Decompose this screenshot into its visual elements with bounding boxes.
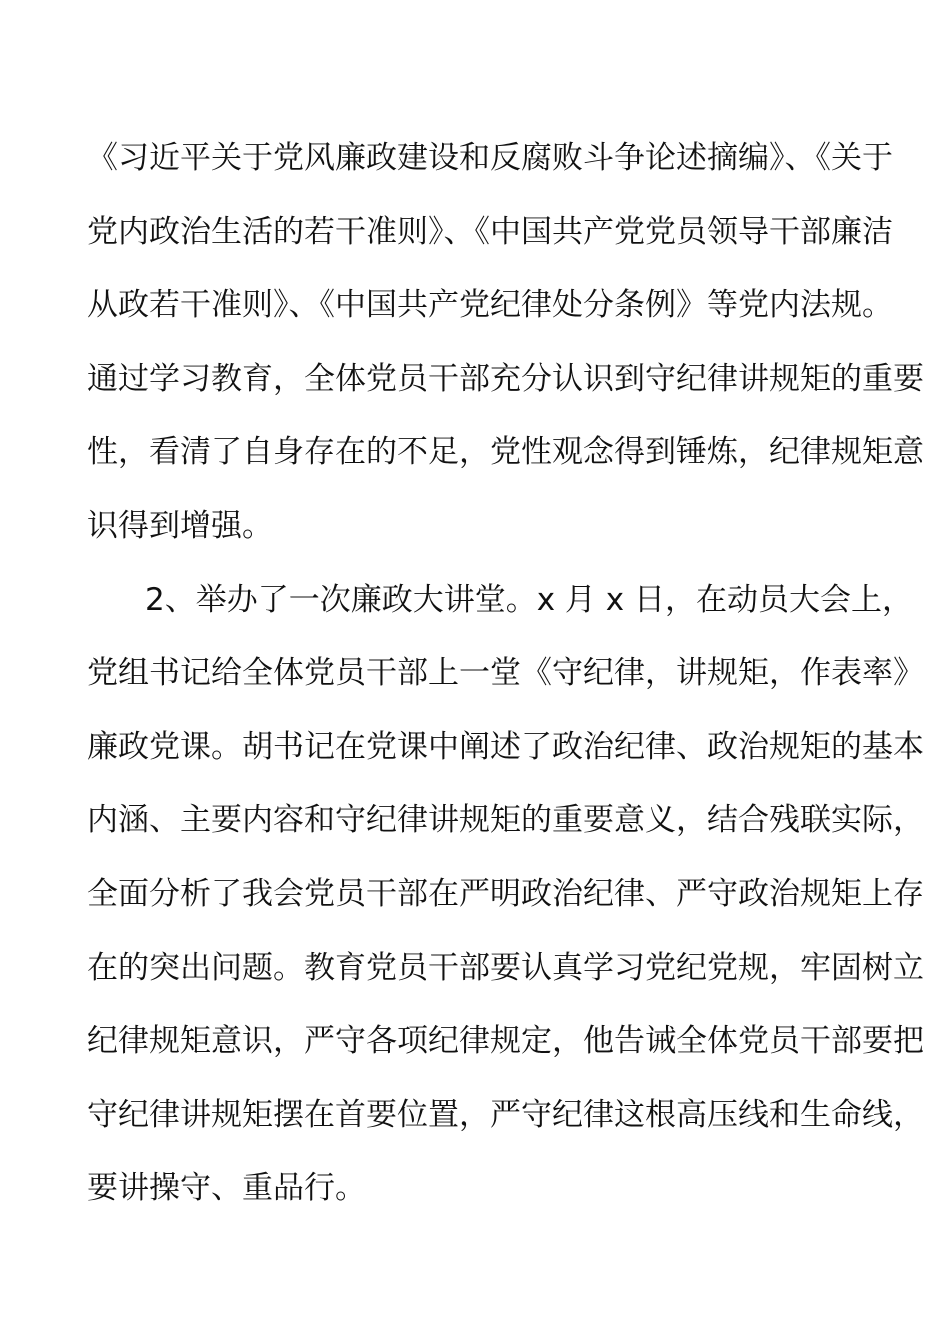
paragraph-line: 《习近平关于党风廉政建设和反腐败斗争论述摘编》、《关于	[87, 140, 893, 176]
paragraph-line: 守纪律讲规矩摆在首要位置，严守纪律这根高压线和生命线，	[87, 1096, 924, 1133]
paragraph-line: 纪律规矩意识，严守各项纪律规定，他告诫全体党员干部要把	[87, 1023, 924, 1060]
paragraph-line: 在的突出问题。教育党员干部要认真学习党纪党规，牢固树立	[87, 949, 924, 986]
paragraph-line: 从政若干准则》、《中国共产党纪律处分条例》等党内法规。	[87, 287, 893, 324]
paragraph-line: 全面分析了我会党员干部在严明政治纪律、严守政治规矩上存	[87, 875, 924, 912]
paragraph-line: 通过学习教育，全体党员干部充分认识到守纪律讲规矩的重要	[87, 360, 924, 397]
paragraph-line: 2、举办了一次廉政大讲堂。x 月 x 日，在动员大会上，	[145, 581, 913, 618]
paragraph-line: 识得到增强。	[87, 507, 273, 544]
paragraph-line: 党组书记给全体党员干部上一堂《守纪律，讲规矩，作表率》	[87, 655, 924, 692]
paragraph-line: 内涵、主要内容和守纪律讲规矩的重要意义，结合残联实际，	[87, 802, 924, 839]
paragraph-line: 性，看清了自身存在的不足，党性观念得到锤炼，纪律规矩意	[87, 434, 924, 471]
paragraph-line: 党内政治生活的若干准则》、《中国共产党党员领导干部廉洁	[87, 213, 893, 250]
paragraph-line: 要讲操守、重品行。	[87, 1170, 366, 1207]
document-body	[87, 122, 924, 1226]
paragraph-line: 廉政党课。胡书记在党课中阐述了政治纪律、政治规矩的基本	[87, 728, 924, 765]
